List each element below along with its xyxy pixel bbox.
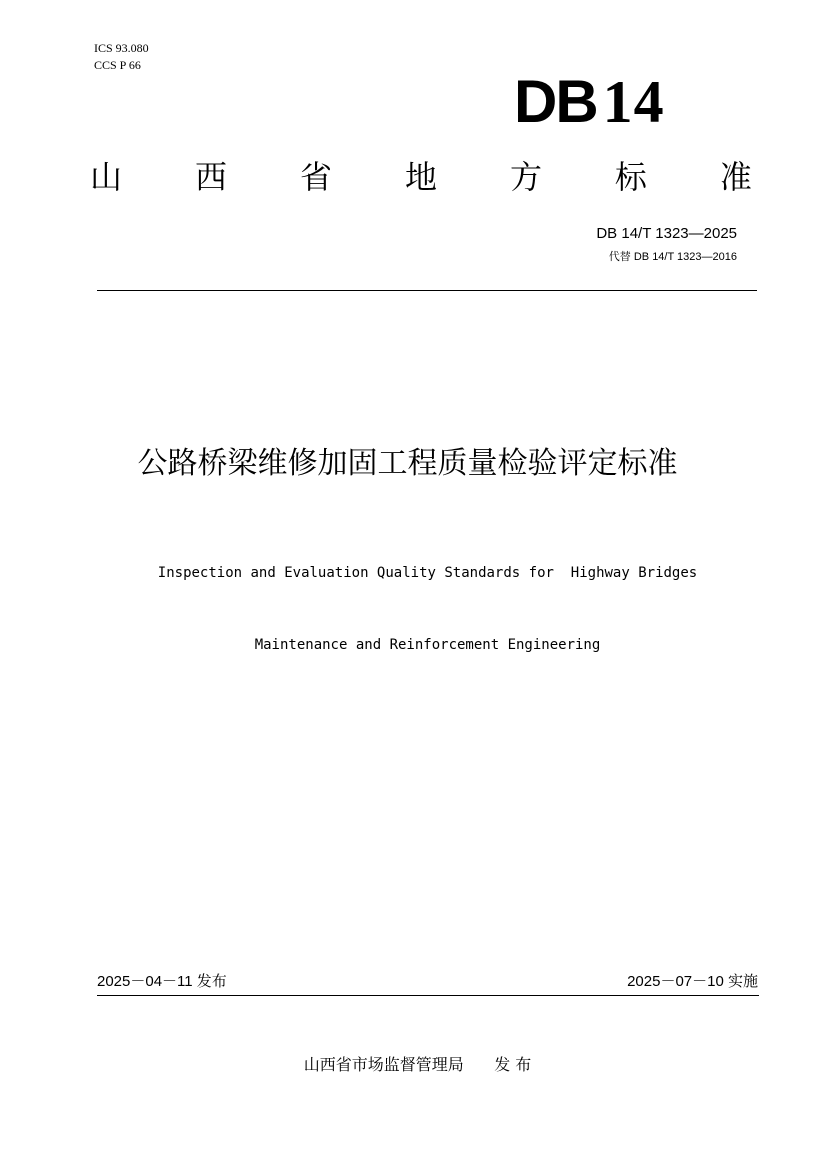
publish-action: 发 布 [494, 1055, 532, 1074]
issue-date: 2025－04－11 发布 [97, 973, 227, 990]
footer-divider [97, 995, 759, 996]
ccs-code: CCS P 66 [94, 58, 141, 72]
region-char: 标 [614, 158, 647, 196]
standard-number: DB 14/T 1323—2025 [596, 225, 737, 242]
title-en-line-1: Inspection and Evaluation Quality Standards for Highway Bridges [157, 565, 698, 581]
region-char: 方 [509, 158, 542, 196]
standard-logo-code [514, 70, 665, 134]
region-char: 山 [90, 158, 123, 196]
publisher-name: 山西省市场监督管理局 [303, 1055, 464, 1074]
replaces-standard: 代替 DB 14/T 1323—2016 [608, 251, 737, 263]
classification-codes [94, 40, 149, 74]
region-standard-heading [90, 157, 752, 197]
region-char: 准 [719, 158, 752, 196]
region-char: 地 [404, 158, 437, 196]
title-en-line-2: Maintenance and Reinforcement Engineering [254, 637, 601, 653]
db-prefix: DB [514, 68, 597, 135]
region-char: 省 [299, 158, 332, 196]
publisher-line [0, 1054, 815, 1076]
document-title-en [0, 513, 815, 681]
region-char: 西 [194, 158, 227, 196]
db-number: 14 [602, 69, 665, 135]
standard-number-block [596, 224, 737, 266]
document-title-cn: 公路桥梁维修加固工程质量检验评定标准 [137, 446, 678, 481]
header-divider [97, 290, 757, 291]
implementation-date: 2025－07－10 实施 [627, 973, 758, 990]
ics-code: ICS 93.080 [94, 41, 149, 55]
